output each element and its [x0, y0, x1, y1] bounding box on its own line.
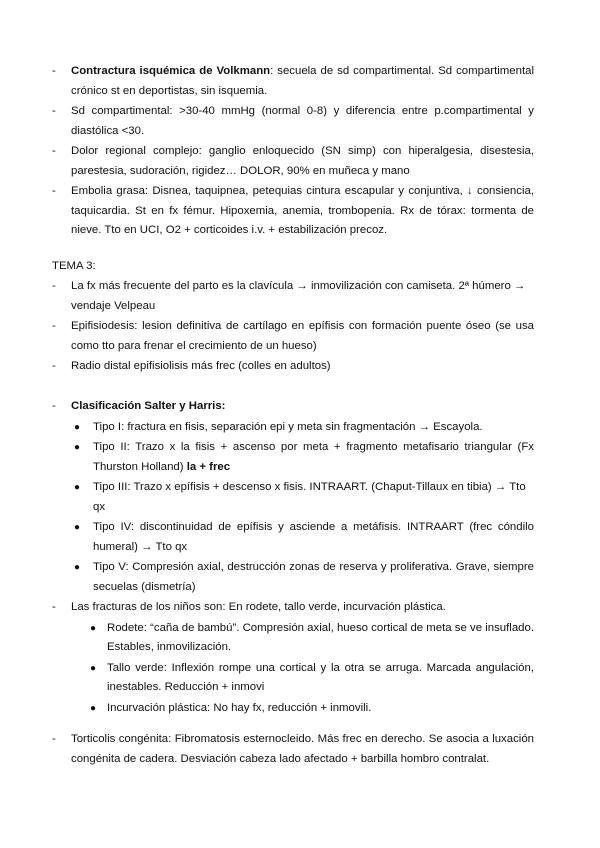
salter-type — [0, 418, 600, 438]
bullet-dot: ● — [74, 442, 81, 453]
list-item — [0, 277, 600, 316]
item-text: Radio distal epifisiolisis más frec (colles en adultos) — [71, 360, 331, 372]
child-fracture-type — [0, 699, 600, 719]
item-text: Rodete: “caña de bambú”. Compresión axial, hueso cortical de meta se ve insuflado. Estables, inmovilización. — [107, 621, 534, 653]
item-text: Tipo I: fractura en fisis, separación epi y meta sin fragmentación → Escayola. — [93, 420, 483, 433]
list-item — [0, 598, 600, 618]
dash-marker: - — [52, 105, 56, 117]
dash-marker: - — [52, 280, 56, 292]
list-item — [0, 102, 600, 141]
list-item — [0, 730, 600, 769]
section-heading: TEMA 3: — [52, 260, 96, 272]
dash-marker: - — [52, 320, 56, 332]
list-item — [0, 62, 600, 101]
bullet-dot: ● — [74, 522, 81, 533]
item-text: Tipo II: Trazo x la fisis + ascenso por meta + fragmento metafisario triangular (Fx Thurston Holland) — [93, 441, 534, 473]
item-text: Sd compartimental: >30-40 mmHg (normal 0-8) y diferencia entre p.compartimental y diastólica <30. — [71, 105, 534, 137]
section-tema3 — [0, 277, 600, 377]
section-complications — [0, 62, 600, 241]
salter-type — [0, 478, 600, 517]
salter-type — [0, 518, 600, 557]
item-text: Torticolis congénita: Fibromatosis esternocleido. Más frec en derecho. Se asocia a luxación congénita de cadera. Desviación cabeza lado afectado + barbilla hombro contralat. — [71, 733, 534, 765]
item-text: Dolor regional complejo: ganglio enloquecido (SN simp) con hiperalgesia, disestesia, parestesia, sudoración, rigidez… DOLOR, 90% en muñeca y mano — [71, 145, 534, 177]
dash-marker: - — [52, 185, 56, 197]
dash-marker: - — [52, 601, 56, 613]
bold-term: la + frec — [186, 460, 231, 473]
bullet-dot: ● — [90, 662, 97, 674]
section-torticolis — [0, 730, 600, 769]
dash-marker: - — [52, 360, 56, 372]
dash-marker: - — [52, 733, 56, 745]
item-text: La fx más frecuente del parto es la clavícula → inmovilización con camiseta. 2ª húmero → vendaje Velpeau — [71, 280, 526, 312]
item-text: Tipo IV: discontinuidad de epífisis y asciende a metáfisis. INTRAART (frec cóndilo humeral) → Tto qx — [93, 521, 534, 553]
item-text: Tallo verde: Inflexión rompe una cortical y la otra se arruga. Marcada angulación, inestables. Reducción + inmovi — [107, 661, 534, 693]
item-text: Incurvación plástica: No hay fx, reducción + inmovili. — [107, 701, 372, 714]
bullet-dot: ● — [74, 421, 81, 433]
child-fracture-type — [0, 619, 600, 658]
list-item — [0, 397, 600, 417]
item-text: Las fracturas de los niños son: En rodete, tallo verde, incurvación plástica. — [71, 601, 446, 613]
bullet-dot: ● — [74, 482, 81, 493]
item-text: Epifisiodesis: lesion definitiva de cartílago en epífisis con formación puente óseo (se usa como tto para frenar el crecimiento de un hueso) — [71, 320, 534, 352]
child-fracture-type — [0, 659, 600, 698]
list-item — [0, 317, 600, 356]
item-text: : secuela de sd compartimental. Sd compartimental crónico st en deportistas, sin isquemia. — [71, 65, 534, 97]
item-text: Embolia grasa: Disnea, taquipnea, petequias cintura escapular y conjuntiva, ↓ consiencia, taquicardia. St en fx fémur. Hipoxemia, anemia, trombopenia. Rx de tórax: tormenta de nieve. Tto en UCI, O2 + corticoides i.v. + estabilización precoz. — [71, 185, 534, 236]
salter-title: Clasificación Salter y Harris: — [71, 400, 226, 412]
section-salter-harris — [0, 397, 600, 718]
dash-marker: - — [52, 65, 56, 77]
dash-marker: - — [52, 145, 56, 157]
list-item — [0, 357, 600, 377]
salter-type — [0, 558, 600, 597]
item-text: Tipo V: Compresión axial, destrucción zonas de reserva y proliferativa. Grave, siempre secuelas (dismetría) — [93, 561, 534, 593]
bullet-dot: ● — [90, 702, 97, 714]
bold-term: Contractura isquémica de Volkmann — [71, 65, 271, 77]
list-item — [0, 182, 600, 241]
item-text: Tipo III: Trazo x epífisis + descenso x fisis. INTRAART. (Chaput-Tillaux en tibia) → Tto qx — [93, 481, 526, 513]
dash-marker: - — [52, 400, 56, 412]
salter-type — [0, 438, 600, 477]
bullet-dot: ● — [74, 562, 81, 573]
bullet-dot: ● — [90, 622, 97, 634]
list-item — [0, 142, 600, 181]
